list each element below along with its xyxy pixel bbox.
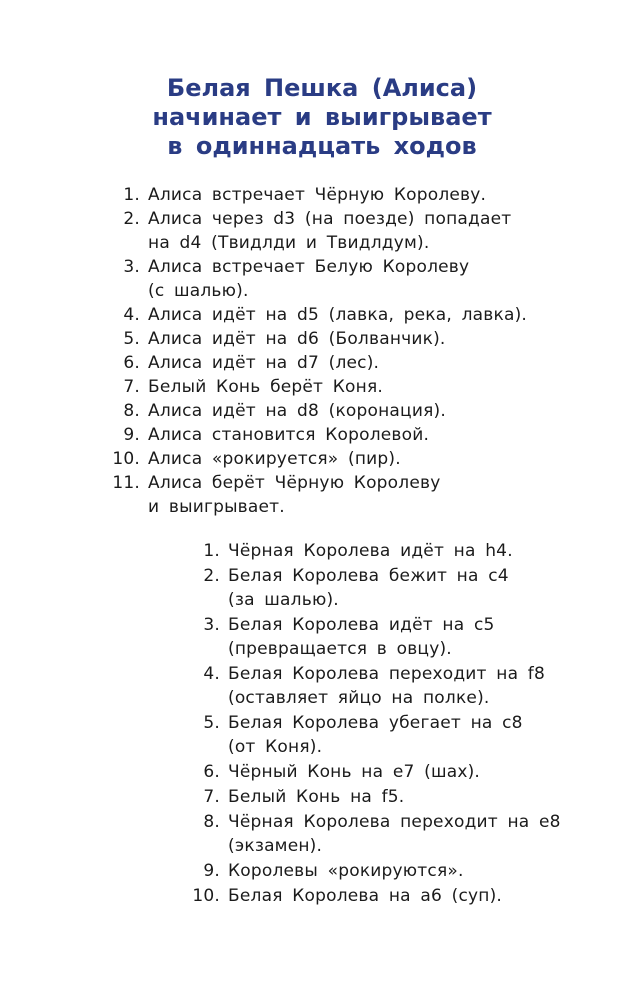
move-number: 7. xyxy=(123,377,140,397)
move-text: Алиса идёт на d7 (лес). xyxy=(148,353,380,373)
move-text-continued: (оставляет яйцо на полке). xyxy=(228,688,490,708)
move-item xyxy=(192,884,561,908)
move-item xyxy=(203,662,561,710)
move-text: Чёрная Королева переходит на e8 xyxy=(228,812,561,832)
move-number: 5. xyxy=(203,713,220,733)
title-line-3: в одиннадцать ходов xyxy=(167,132,477,160)
move-number: 4. xyxy=(203,664,220,684)
move-item xyxy=(123,399,527,423)
move-text: Белая Королева бежит на c4 xyxy=(228,566,509,586)
move-number: 10. xyxy=(112,449,140,469)
move-item xyxy=(203,810,561,858)
move-item xyxy=(203,539,561,563)
move-text-continued: (превращается в овцу). xyxy=(228,639,452,659)
move-text: Королевы «рокируются». xyxy=(228,861,464,881)
move-number: 2. xyxy=(203,566,220,586)
move-number: 3. xyxy=(203,615,220,635)
move-item xyxy=(123,255,527,303)
move-text: Алиса берёт Чёрную Королеву xyxy=(148,473,441,493)
move-item xyxy=(203,785,561,809)
move-item xyxy=(203,613,561,661)
move-item xyxy=(123,327,527,351)
move-text: Белая Королева переходит на f8 xyxy=(228,664,545,684)
move-text: Алиса идёт на d6 (Болванчик). xyxy=(148,329,446,349)
white-moves-list xyxy=(112,183,528,519)
move-text: Алиса через d3 (на поезде) попадает xyxy=(148,209,512,229)
move-number: 5. xyxy=(123,329,140,349)
move-item xyxy=(203,760,561,784)
move-text: Алиса встречает Белую Королеву xyxy=(148,257,470,277)
move-text-continued: (от Коня). xyxy=(228,737,323,757)
move-number: 1. xyxy=(123,185,140,205)
move-text-continued: (экзамен). xyxy=(228,836,323,856)
move-text-continued: (за шалью). xyxy=(228,590,339,610)
move-text: Белая Королева на a6 (суп). xyxy=(228,886,503,906)
move-text-continued: и выигрывает. xyxy=(148,497,285,517)
move-number: 10. xyxy=(192,886,220,906)
move-item xyxy=(203,859,561,883)
move-text-continued: (с шалью). xyxy=(148,281,249,301)
move-number: 6. xyxy=(203,762,220,782)
move-item xyxy=(123,183,527,207)
move-item xyxy=(203,711,561,759)
move-number: 2. xyxy=(123,209,140,229)
move-text: Алиса становится Королевой. xyxy=(148,425,430,445)
title-line-2: начинает и выигрывает xyxy=(152,103,492,131)
move-item xyxy=(123,375,527,399)
move-number: 9. xyxy=(203,861,220,881)
move-number: 3. xyxy=(123,257,140,277)
move-text: Белая Королева идёт на c5 xyxy=(228,615,495,635)
move-number: 9. xyxy=(123,425,140,445)
move-item xyxy=(203,564,561,612)
move-text: Белый Конь на f5. xyxy=(228,787,405,807)
move-item xyxy=(112,447,527,471)
page-title xyxy=(0,74,644,161)
move-number: 8. xyxy=(123,401,140,421)
move-number: 7. xyxy=(203,787,220,807)
red-moves-list xyxy=(192,539,561,909)
move-text: Белый Конь берёт Коня. xyxy=(148,377,383,397)
move-number: 11. xyxy=(112,473,140,493)
move-text-continued: на d4 (Твидлди и Твидлдум). xyxy=(148,233,430,253)
move-text: Алиса «рокируется» (пир). xyxy=(148,449,401,469)
move-text: Алиса встречает Чёрную Королеву. xyxy=(148,185,487,205)
title-line-1: Белая Пешка (Алиса) xyxy=(166,74,478,102)
move-text: Алиса идёт на d8 (коронация). xyxy=(148,401,446,421)
move-number: 8. xyxy=(203,812,220,832)
move-text: Чёрный Конь на e7 (шах). xyxy=(228,762,481,782)
move-number: 1. xyxy=(203,541,220,561)
move-item xyxy=(112,471,527,519)
move-text: Чёрная Королева идёт на h4. xyxy=(228,541,513,561)
move-text: Белая Королева убегает на c8 xyxy=(228,713,523,733)
move-number: 6. xyxy=(123,353,140,373)
move-item xyxy=(123,303,528,327)
move-item xyxy=(123,423,527,447)
move-number: 4. xyxy=(123,305,140,325)
move-text: Алиса идёт на d5 (лавка, река, лавка). xyxy=(148,305,528,325)
move-item xyxy=(123,351,527,375)
move-item xyxy=(123,207,527,255)
